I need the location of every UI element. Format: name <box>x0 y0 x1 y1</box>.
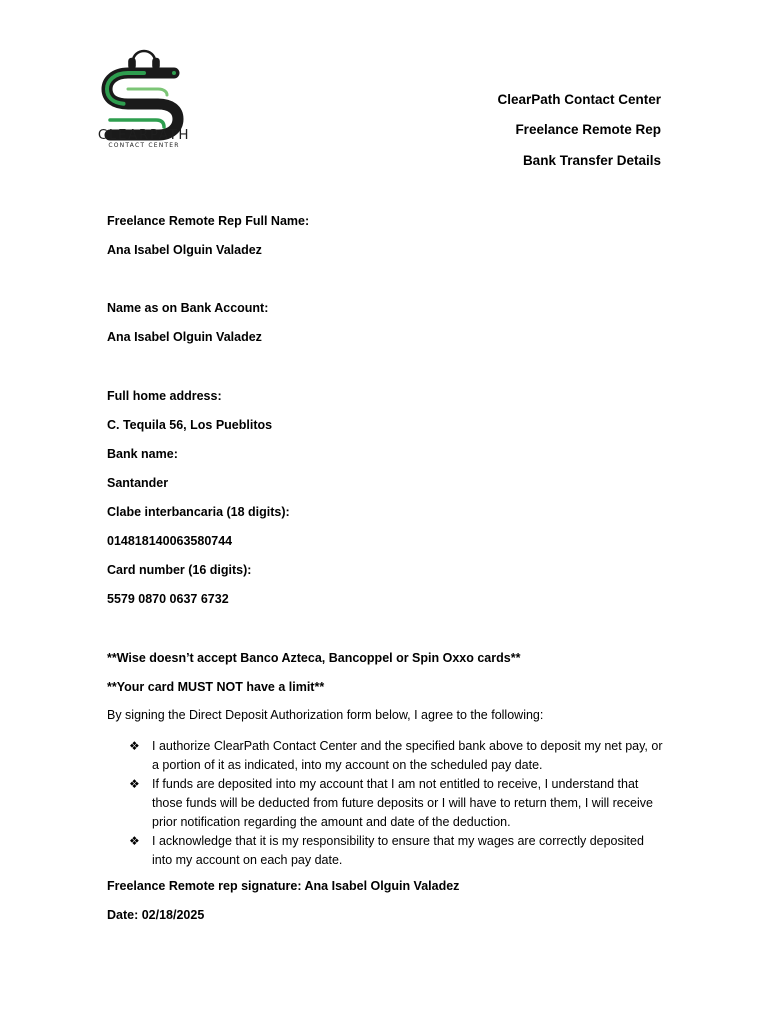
s-path-icon <box>107 73 178 135</box>
clabe-label: Clabe interbancaria (18 digits): <box>107 505 290 519</box>
agreement-item-text: I authorize ClearPath Contact Center and the specified bank above to deposit my net pay, or a portion of it as indicated, into my account on the scheduled pay date. <box>152 739 663 772</box>
header-company: ClearPath Contact Center <box>497 92 661 107</box>
list-item <box>107 775 667 832</box>
signature-line: Freelance Remote rep signature: Ana Isabel Olguin Valadez <box>107 879 460 893</box>
header-doc-title: Bank Transfer Details <box>522 153 661 168</box>
full-name-label: Freelance Remote Rep Full Name: <box>107 214 310 228</box>
diamond-bullet-icon: ❖ <box>129 834 140 848</box>
agreement-intro: By signing the Direct Deposit Authorization form below, I agree to the following: <box>107 708 544 722</box>
agreement-list <box>107 737 667 870</box>
bank-name-label: Bank name: <box>107 447 178 461</box>
diamond-bullet-icon: ❖ <box>129 777 140 791</box>
clabe-value: 014818140063580744 <box>107 534 233 548</box>
list-item <box>107 832 667 870</box>
agreement-item-text: I acknowledge that it is my responsibility to ensure that my wages are correctly deposited into my account on each pay date. <box>152 834 644 867</box>
header-role: Freelance Remote Rep <box>515 122 661 137</box>
logo-name: CLEARPATH <box>97 127 191 143</box>
list-item <box>107 737 667 775</box>
logo-text <box>91 128 197 150</box>
bank-account-name-label: Name as on Bank Account: <box>107 301 269 315</box>
diamond-bullet-icon: ❖ <box>129 739 140 753</box>
address-label: Full home address: <box>107 389 222 403</box>
wise-note: **Wise doesn’t accept Banco Azteca, Bancoppel or Spin Oxxo cards** <box>107 651 521 665</box>
card-number-label: Card number (16 digits): <box>107 563 252 577</box>
signature-date: Date: 02/18/2025 <box>107 908 205 922</box>
logo-subtitle: CONTACT CENTER <box>108 142 180 149</box>
full-name-value: Ana Isabel Olguin Valadez <box>107 243 262 257</box>
bank-name-value: Santander <box>107 476 169 490</box>
agreement-item-text: If funds are deposited into my account that I am not entitled to receive, I understand that those funds will be deducted from future deposits or I will have to return them, I will receive prior notification regarding the amount and date of the deduction. <box>152 777 653 829</box>
bank-account-name-value: Ana Isabel Olguin Valadez <box>107 330 262 344</box>
address-value: C. Tequila 56, Los Pueblitos <box>107 418 273 432</box>
limit-note: **Your card MUST NOT have a limit** <box>107 680 325 694</box>
card-number-value: 5579 0870 0637 6732 <box>107 592 229 606</box>
